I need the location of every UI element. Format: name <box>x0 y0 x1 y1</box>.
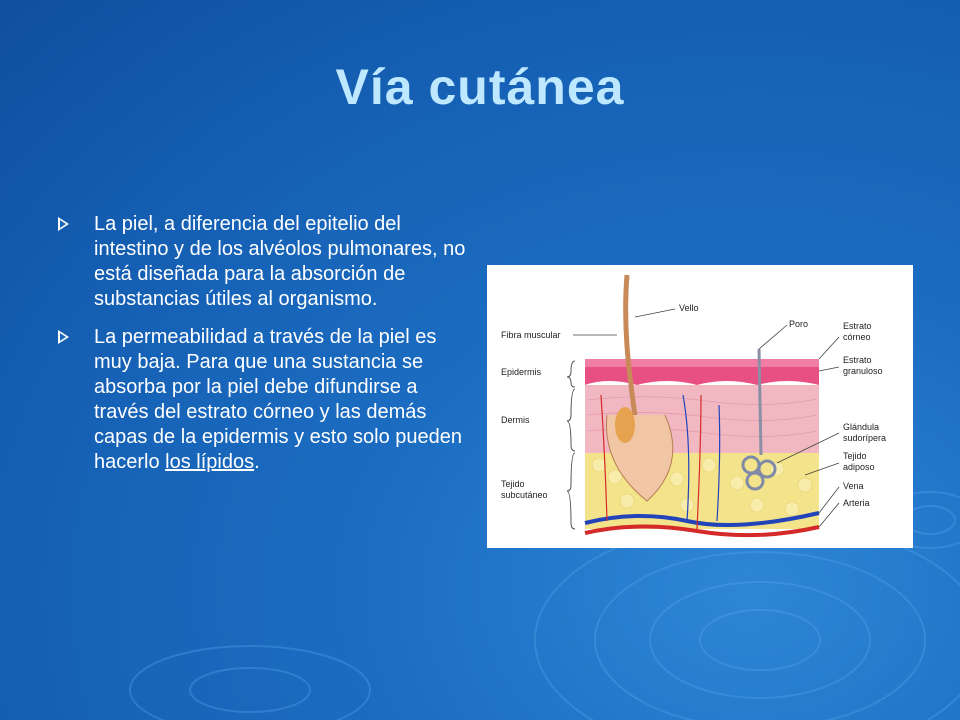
bullet-item <box>58 325 468 475</box>
label-estrato-granuloso-1: Estrato <box>843 355 872 365</box>
skin-diagram-svg <box>487 265 913 548</box>
label-tejido-adiposo-2: adiposo <box>843 462 875 472</box>
bullet-text-end: . <box>254 451 260 473</box>
label-epidermis: Epidermis <box>501 367 542 377</box>
bullet-item <box>58 212 468 312</box>
label-dermis: Dermis <box>501 415 530 425</box>
label-glandula-1: Glándula <box>843 422 880 432</box>
label-vena: Vena <box>843 481 864 491</box>
skin-diagram <box>487 265 913 548</box>
label-tejido: Tejido <box>501 479 525 489</box>
bullet-list <box>58 212 468 488</box>
sebaceous-gland <box>615 407 635 443</box>
bullet-text: La permeabilidad a través de la piel es muy baja. Para que una sustancia se absorba por la piel debe difundirse a través del estrato córneo y las demás capas de la epidermis y esto solo pueden hacerlo <box>94 326 463 473</box>
label-vello: Vello <box>679 303 699 313</box>
sweat-duct <box>759 349 761 455</box>
label-arteria: Arteria <box>843 498 870 508</box>
label-estrato-corneo-1: Estrato <box>843 321 872 331</box>
label-poro: Poro <box>789 319 809 329</box>
label-tejido-adiposo-1: Tejido <box>843 451 867 461</box>
corneum-layer <box>585 359 819 367</box>
label-estrato-granuloso-2: granuloso <box>843 366 883 376</box>
slide-title: Vía cutánea <box>335 59 625 115</box>
lipidos-link[interactable]: los lípidos <box>165 451 255 473</box>
label-subcutaneo: subcutáneo <box>501 490 548 500</box>
label-glandula-2: sudorípera <box>843 433 887 443</box>
arrow-bullet-icon <box>58 217 69 231</box>
arrow-bullet-icon <box>58 330 69 344</box>
bullet-text: La piel, a diferencia del epitelio del intestino y de los alvéolos pulmonares, no está diseñada para la absorción de substancias útiles al organismo. <box>94 213 466 310</box>
label-estrato-corneo-2: córneo <box>843 332 871 342</box>
label-fibra-muscular: Fibra muscular <box>501 330 561 340</box>
